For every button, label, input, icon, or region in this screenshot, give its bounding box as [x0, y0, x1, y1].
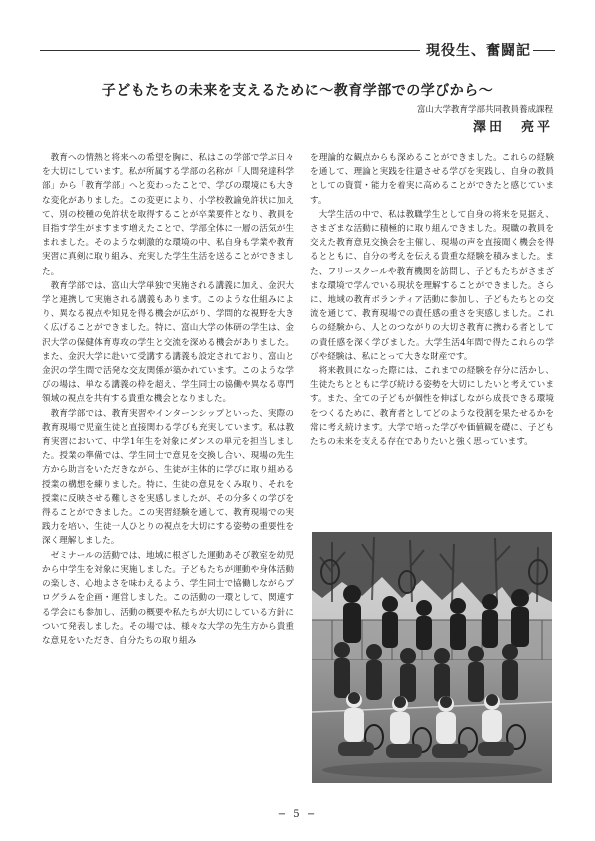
author-name: 澤田 亮平	[472, 120, 553, 135]
body-column-left	[42, 151, 294, 796]
group-photo-image	[312, 532, 552, 783]
body-paragraph: 教育学部では、教育実習やインターンシップといった、実際の教育現場で児童生徒と直接関わる学びも充実しています。私は教育実習において、中学1年生を対象にダンスの単元を担当しました。授業の準備では、学生同士で意見を交換し合い、現場の先生方から助言をいただきながら、生徒が主体的に学びに取り組める授業の構想を練りました。特に、生徒の意見をくみ取り、それを授業に反映させる難しさを実感しましたが、その分多くの学びを得ることができました。この実習経験を通して、教育現場での実践力を培い、生徒一人ひとりの視点を大切にする姿勢の重要性を深く理解しました。	[42, 408, 294, 547]
author-affiliation: 富山大学教育学部共同教員養成課程	[416, 105, 553, 115]
article-title: 子どもたちの未来を支えるために〜教育学部での学びから〜	[101, 83, 494, 99]
header-rule-right	[533, 50, 555, 51]
body-paragraph: 将来教員になった際には、これまでの経験を存分に活かし、生徒たちとともに学び続ける姿勢を大切にしたいと考えています。また、全ての子どもが個性を伸ばしながら成長できる環境をつくるために、教育者としてどのような役割を果たせるかを常に考え続けます。大学で培った学びや価値観を礎に、子どもたちの未来を支える存在でありたいと強く思っています。	[310, 366, 554, 448]
section-label: 現役生、奮闘記	[426, 43, 531, 59]
body-column-right	[310, 151, 554, 449]
section-header	[40, 40, 555, 60]
body-paragraph: を理論的な観点からも深めることができました。これらの経験を通して、理論と実践を往還させる学びを実践し、自身の教員としての資質・能力を着実に高めることができたと感じています。	[310, 153, 554, 206]
group-photo	[312, 532, 552, 783]
body-paragraph: 教育学部では、富山大学単独で実施される講義に加え、金沢大学と連携して実施される講義もあります。このような仕組みにより、異なる視点や知見を得る機会が広がり、学問的な視野を大きく広げることができました。特に、富山大学の体研の学生は、金沢大学の保健体育専攻の学生と交流を深める機会がありました。また、金沢大学に赴いて受講する講義も設定されており、富山と金沢の学生間で活発な交友関係が築かれています。このような学びの場は、単なる講義の枠を超え、学生同士の協働や異なる専門領域の視点を共有する貴重な機会となりました。	[42, 280, 294, 405]
body-paragraph: 大学生活の中で、私は教職学生として自身の将来を見据え、さまざまな活動に積極的に取り組んできました。現職の教員を交えた教育意見交換会を主催し、現場の声を直接聞く機会を得るとともに、自分の考えを伝える貴重な経験を積みました。また、フリースクールや教育機関を訪問し、子どもたちがさまざまな環境で学んでいる現状を理解することができました。さらに、地域の教育ボランティア活動に参加し、子どもたちとの交流を通じて、教育現場での責任感の重さを実感しました。これらの経験から、人とのつながりの大切さ教育に携わる者としての責任感を深く学びました。大学生活4年間で得たこれらの学びや経験は、私にとって大きな財産です。	[310, 209, 554, 362]
header-rule-left	[40, 50, 420, 51]
body-paragraph: ゼミナールの活動では、地域に根ざした運動あそび教室を幼児から中学生を対象に実施しました。子どもたちが運動や身体活動の楽しさ、心地よさを味わえるよう、学生同士で協働しながらプログラムを企画・運営しました。この活動の一環として、関連する学会にも参加し、活動の概要や私たちが大切にしている方針について発表しました。その場では、様々な大学の先生方から貴重な意見をいただき、自分たちの取り組み	[42, 550, 294, 646]
page-number: − 5 −	[277, 809, 318, 820]
body-paragraph: 教育への情熱と将来への希望を胸に、私はこの学部で学ぶ日々を大切にしています。私が所属する学部の名称が「人間発達科学部」から「教育学部」へと変わったことで、学びの環境にも大きな変化がありました。この変更により、小学校教諭免許状に加えて、別の校種の免許状を取得することが卒業要件となり、教員を目指す学生がますます増えたことで、学部全体に一層の活気が生まれました。そのような刺激的な環境の中、私自身も学業や教育実習に真剣に取り組み、充実した学生生活を送ることができました。	[42, 153, 294, 277]
